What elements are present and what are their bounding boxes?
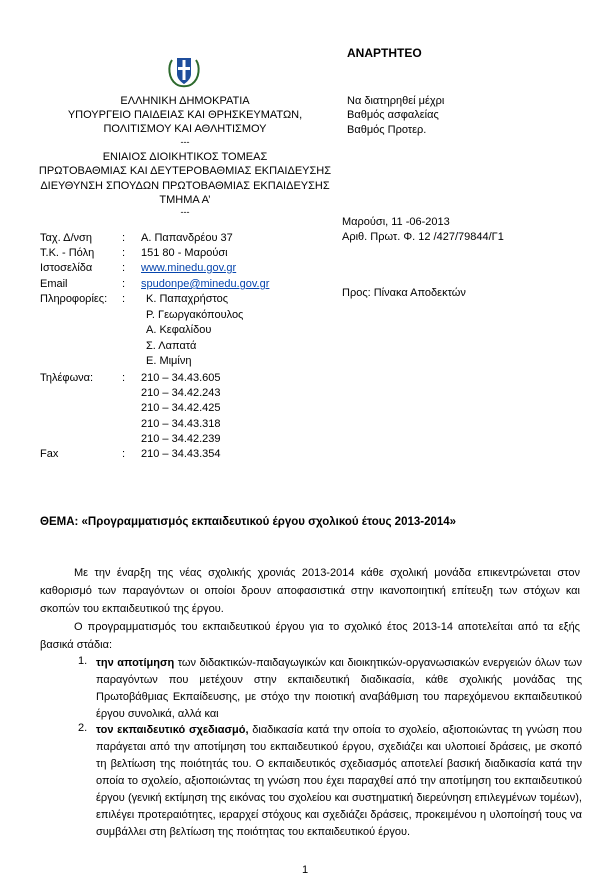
phone-number: 210 – 34.42.425 (141, 402, 221, 414)
colon: : (122, 247, 126, 259)
email-label: Email (40, 278, 68, 290)
header-ministry-cont: ΠΟΛΙΤΙΣΜΟΥ ΚΑΙ ΑΘΛΗΤΙΣΜΟΥ (103, 123, 267, 135)
phone-number: 210 – 34.42.239 (141, 433, 221, 445)
list-number: 1. (78, 655, 88, 667)
website-link[interactable]: www.minedu.gov.gr (141, 262, 237, 274)
colon: : (122, 278, 126, 290)
phone-number: 210 – 34.43.605 (141, 372, 221, 384)
list-item-1 (96, 655, 582, 723)
recipients-line: Προς: Πίνακα Αποδεκτών (342, 287, 466, 299)
info-name: Ρ. Γεωργακόπουλος (146, 309, 244, 321)
priority-level-label: Βαθμός Προτερ. (347, 124, 427, 136)
colon: : (122, 372, 126, 384)
protocol-number: Αριθ. Πρωτ. Φ. 12 /427/79844/Γ1 (342, 231, 504, 243)
colon: : (122, 262, 126, 274)
list-item-2-text: διαδικασία κατά την οποία το σχολείο, αξιοποιώντας τη γνώση που παράγεται από την αποτίμηση του εκπαιδευτικού έργου, σχεδιάζει και υλοποιεί δράσεις, με σκοπό τη βελτίωση της ποιότητάς του. Ο εκπαιδευτικός σχεδιασμός αποτελεί βασική διαδικασία κατά την οποία το σχολείο, αξιοποιώντας τη γνώση που έχει παραχθεί από την αποτίμηση του εκπαιδευτικού έργου (γενική εκτίμηση της εικόνας του σχολείου και συστηματική διερεύνηση επιλεγμένων τομέων), επιλέγει προτεραιότητες, ιεραρχεί στόχους και σχεδιάζει δράσεις, προκειμένου η υλοποίησή τους να συμβάλλει στη βελτίωση της ποιότητας του εκπαιδευτικού έργου. (96, 724, 582, 838)
info-name: Σ. Λαπατά (146, 340, 197, 352)
body-paragraph-1: Με την έναρξη της νέας σχολικής χρονιάς 2013-2014 κάθε σχολική μονάδα επικεντρώνεται στον καθορισμό των παραγόντων οι οποίοι δρουν αποφασιστικά στην ικανοποιητική επίτευξη των στόχων και σκοπών του εκπαιδευτικού της έργου. (40, 567, 580, 615)
address-label: Ταχ. Δ/νση (40, 232, 92, 244)
website-label: Ιστοσελίδα (40, 262, 93, 274)
list-number: 2. (78, 722, 88, 734)
colon: : (122, 293, 126, 305)
colon: : (122, 448, 126, 460)
email-link[interactable]: spudonpe@minedu.gov.gr (141, 278, 270, 290)
list-item-1-text: των διδακτικών-παιδαγωγικών και διοικητικών-οργανωσιακών ενεργειών όλων των παραγόντων που μετέχουν στην εκπαιδευτική διαδικασία, κάθε σχολικής μονάδας της Πρωτοβάθμιας Εκπαίδευσης, με στόχο την ποιοτική αναβάθμιση του παρεχόμενου εκπαιδευτικού έργου συνολικά, αλλά και (96, 657, 582, 720)
phone-number: 210 – 34.42.243 (141, 387, 221, 399)
fax-number: 210 – 34.43.354 (141, 448, 221, 460)
header-sector: ΕΝΙΑΙΟΣ ΔΙΟΙΚΗΤΙΚΟΣ ΤΟΜΕΑΣ (102, 151, 268, 163)
header-sector-cont: ΠΡΩΤΟΒΑΘΜΙΑΣ ΚΑΙ ΔΕΥΤΕΡΟΒΑΘΜΙΑΣ ΕΚΠΑΙΔΕΥΣΗΣ (38, 165, 332, 177)
info-name: Α. Κεφαλίδου (146, 324, 212, 336)
info-name: Ε. Μιμίνη (146, 355, 192, 367)
postal-label: Τ.Κ. - Πόλη (40, 247, 95, 259)
info-label: Πληροφορίες: (40, 293, 108, 305)
header-department: ΤΜΗΜΑ Α’ (159, 194, 211, 206)
header-separator: --- (180, 137, 190, 147)
list-item-2-term: τον εκπαιδευτικό σχεδιασμό, (96, 724, 249, 736)
header-separator-2: --- (180, 207, 190, 217)
postal-value: 151 80 - Μαρούσι (141, 247, 228, 259)
page-number: 1 (301, 864, 309, 876)
security-level-label: Βαθμός ασφαλείας (347, 109, 439, 121)
colon: : (122, 232, 126, 244)
list-item-1-term: την αποτίμηση (96, 657, 175, 669)
document-date: Μαρούσι, 11 -06-2013 (342, 216, 450, 228)
header-republic: ΕΛΛΗΝΙΚΗ ΔΗΜΟΚΡΑΤΙΑ (120, 95, 250, 107)
public-label: ΑΝΑΡΤΗΤΕΟ (347, 46, 422, 60)
phones-label: Τηλέφωνα: (40, 372, 94, 384)
keep-until-label: Να διατηρηθεί μέχρι (347, 95, 445, 107)
header-ministry: ΥΠΟΥΡΓΕΙΟ ΠΑΙΔΕΙΑΣ ΚΑΙ ΘΡΗΣΚΕΥΜΑΤΩΝ, (67, 109, 303, 121)
body-paragraph-2: Ο προγραμματισμός του εκπαιδευτικού έργου για το σχολικό έτος 2013-14 αποτελείται από τα εξής βασικά στάδια: (40, 621, 580, 651)
fax-label: Fax (40, 448, 59, 460)
address-value: Α. Παπανδρέου 37 (141, 232, 233, 244)
info-name: Κ. Παπαχρήστος (146, 293, 229, 305)
subject-line: ΘΕΜΑ: «Προγραμματισμός εκπαιδευτικού έργου σχολικού έτους 2013-2014» (40, 516, 457, 528)
greek-coat-of-arms-icon (166, 50, 202, 90)
header-directorate: ΔΙΕΥΘΥΝΣΗ ΣΠΟΥΔΩΝ ΠΡΩΤΟΒΑΘΜΙΑΣ ΕΚΠΑΙΔΕΥΣΗΣ (40, 180, 330, 192)
list-item-2 (96, 722, 582, 841)
phone-number: 210 – 34.43.318 (141, 418, 221, 430)
